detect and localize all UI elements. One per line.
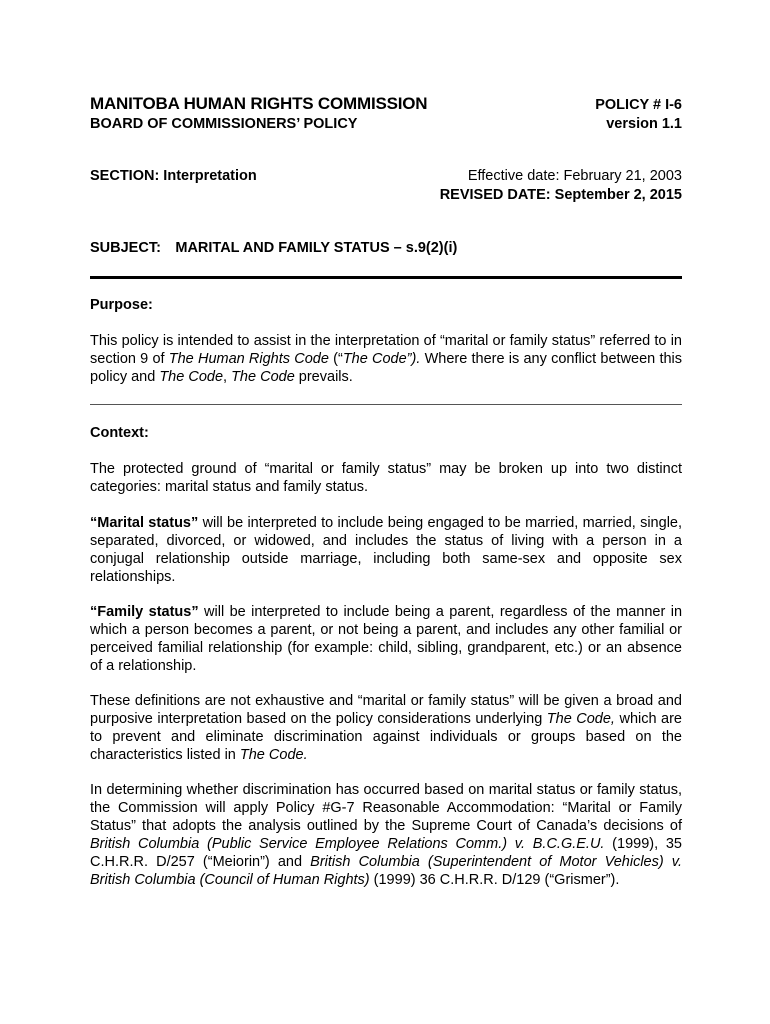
p5-case-grismer: British Columbia (Superintendent of Motor Vehicles) v. British Columbia (Council of Human Rights) xyxy=(90,854,682,888)
revised-date: REVISED DATE: September 2, 2015 xyxy=(439,187,682,203)
context-paragraph-1: The protected ground of “marital or family status” may be broken up into two distinct categories: marital status and family status. xyxy=(90,461,682,495)
p5-text-c: (1999), 35 C.H.R.R. D/257 (“Meiorin”) and xyxy=(90,836,682,870)
family-status-paragraph xyxy=(90,603,682,675)
marital-status-definition: will be interpreted to include being engaged to be married, married, single, separated, divorced, or widowed, and includes the status of living with a person in a conjugal relationship outside marriage, including both same-sex and opposite sex relationships. xyxy=(90,515,683,585)
effective-date: Effective date: February 21, 2003 xyxy=(467,168,682,184)
header-row-1 xyxy=(90,94,682,114)
policy-number: POLICY # I-6 xyxy=(595,97,682,113)
board-policy-label: BOARD OF COMMISSIONERS’ POLICY xyxy=(90,116,358,132)
p5-text-a: In determining whether discrimination has occurred based on marital status or family status, the Commission will apply Policy #G-7 Reasonable Accommodation: “Marital or Family Status” that adopts the analysis outlined by the Supreme Court of Canada’s decisions of xyxy=(90,782,682,834)
subject-label: SUBJECT: xyxy=(90,240,161,256)
p4-text-c: which are to prevent and eliminate discrimination against individuals or groups based on the characteristics listed in xyxy=(90,711,682,763)
organization-name: MANITOBA HUMAN RIGHTS COMMISSION xyxy=(90,94,428,113)
family-status-term: “Family status” xyxy=(90,604,199,620)
purpose-text-3: (“ xyxy=(328,351,343,367)
section-label: SECTION: Interpretation xyxy=(90,168,257,184)
marital-status-term: “Marital status” xyxy=(90,515,199,531)
header-divider xyxy=(90,276,682,279)
p4-code-ref-1: The Code, xyxy=(546,711,615,727)
subject-text: MARITAL AND FAMILY STATUS – s.9(2)(i) xyxy=(175,240,458,256)
purpose-text-7: , xyxy=(223,369,232,385)
purpose-code-ref-1: The Code xyxy=(159,369,224,385)
purpose-text-1: This policy is intended to assist in the interpretation of “marital or family status” referred to in section 9 of xyxy=(90,333,682,367)
p4-text-a: These definitions are not exhaustive and “marital or family status” will be given a broad and purposive interpretation based on the policy considerations underlying xyxy=(90,693,682,727)
purpose-text-9: prevails. xyxy=(294,369,353,385)
context-paragraph-4 xyxy=(90,692,682,764)
p5-text-e: (1999) 36 C.H.R.R. D/129 (“Grismer”). xyxy=(369,872,620,888)
p4-code-ref-2: The Code. xyxy=(239,747,308,763)
context-heading: Context: xyxy=(90,425,149,441)
purpose-paragraph xyxy=(90,332,682,386)
purpose-divider xyxy=(90,404,682,405)
header-row-4 xyxy=(90,187,682,203)
purpose-code-title: The Human Rights Code xyxy=(168,351,329,367)
purpose-heading: Purpose: xyxy=(90,297,153,313)
header-row-3 xyxy=(90,168,682,184)
context-paragraph-5 xyxy=(90,781,682,889)
purpose-code-short: The Code”). xyxy=(342,351,421,367)
header-row-2 xyxy=(90,116,682,132)
purpose-code-ref-2: The Code xyxy=(231,369,295,385)
purpose-text-5: Where there is any conflict between this policy and xyxy=(90,351,683,385)
p5-case-meiorin: British Columbia (Public Service Employee Relations Comm.) v. B.C.G.E.U. xyxy=(90,836,605,852)
marital-status-paragraph xyxy=(90,514,682,586)
family-status-definition: will be interpreted to include being a parent, regardless of the manner in which a person becomes a parent, or not being a parent, and includes any other familial or perceived familial relationship (for example: child, sibling, grandparent, etc.) or an absence of a relationship. xyxy=(90,604,683,674)
version-label: version 1.1 xyxy=(606,116,682,132)
subject-line xyxy=(90,239,682,257)
